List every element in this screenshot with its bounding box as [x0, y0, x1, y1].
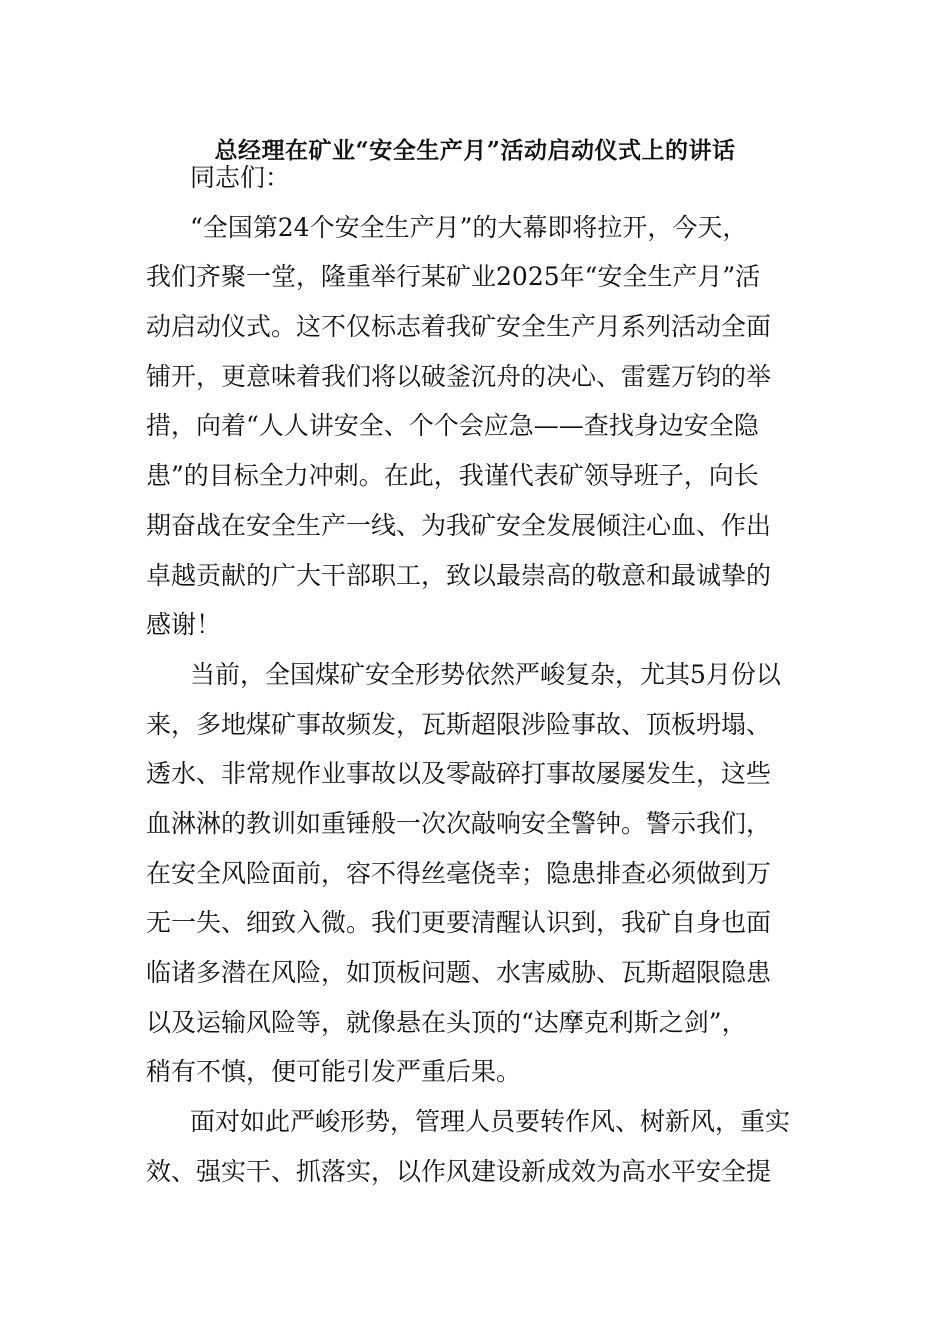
paragraph-1-line-7: 期奋战在安全生产一线、为我矿安全发展倾注心血、作出 — [146, 510, 772, 540]
paragraph-1-line-9: 感谢！ — [146, 610, 222, 640]
paragraph-1-line-1: “全国第24个安全生产月”的大幕即将拉开，今天， — [190, 212, 748, 242]
paragraph-3-line-1: 面对如此严峻形势，管理人员要转作风、树新风，重实 — [190, 1107, 791, 1137]
paragraph-1-line-4: 铺开，更意味着我们将以破釜沉舟的决心、雷霆万钧的举 — [146, 361, 772, 391]
paragraph-1-line-2: 我们齐聚一堂，隆重举行某矿业2025年“安全生产月”活 — [146, 262, 761, 292]
document-body — [146, 153, 806, 1196]
paragraph-3-line-2: 效、强实干、抓落实，以作风建设新成效为高水平安全提 — [146, 1156, 772, 1186]
paragraph-1-line-3: 动启动仪式。这不仅标志着我矿安全生产月系列活动全面 — [146, 312, 772, 342]
document-title: 总经理在矿业“安全生产月”活动启动仪式上的讲话 — [214, 137, 736, 164]
paragraph-2-line-5: 在安全风险面前，容不得丝毫侥幸；隐患排查必须做到万 — [146, 858, 772, 888]
salutation: 同志们： — [190, 163, 291, 192]
paragraph-2-line-4: 血淋淋的教训如重锤般一次次敲响安全警钟。警示我们， — [146, 808, 772, 838]
paragraph-1-line-5: 措，向着“人人讲安全、个个会应急——查找身边安全隐 — [146, 411, 759, 441]
paragraph-2-line-1: 当前，全国煤矿安全形势依然严峻复杂，尤其5月份以 — [190, 659, 781, 689]
paragraph-1-line-6: 患”的目标全力冲刺。在此，我谨代表矿领导班子，向长 — [146, 461, 759, 491]
paragraph-2-line-9: 稍有不慎，便可能引发严重后果。 — [146, 1057, 522, 1087]
paragraph-1-line-8: 卓越贡献的广大干部职工，致以最崇高的敬意和最诚挚的 — [146, 560, 772, 590]
paragraph-2-line-6: 无一失、细致入微。我们更要清醒认识到，我矿自身也面 — [146, 908, 772, 938]
paragraph-2-line-8: 以及运输风险等，就像悬在头顶的“达摩克利斯之剑”， — [146, 1007, 747, 1037]
paragraph-2-line-3: 透水、非常规作业事故以及零敲碎打事故屡屡发生，这些 — [146, 759, 772, 789]
paragraph-2-line-2: 来，多地煤矿事故频发，瓦斯超限涉险事故、顶板坍塌、 — [146, 709, 772, 739]
paragraph-2-line-7: 临诸多潜在风险，如顶板问题、水害威胁、瓦斯超限隐患 — [146, 958, 772, 987]
